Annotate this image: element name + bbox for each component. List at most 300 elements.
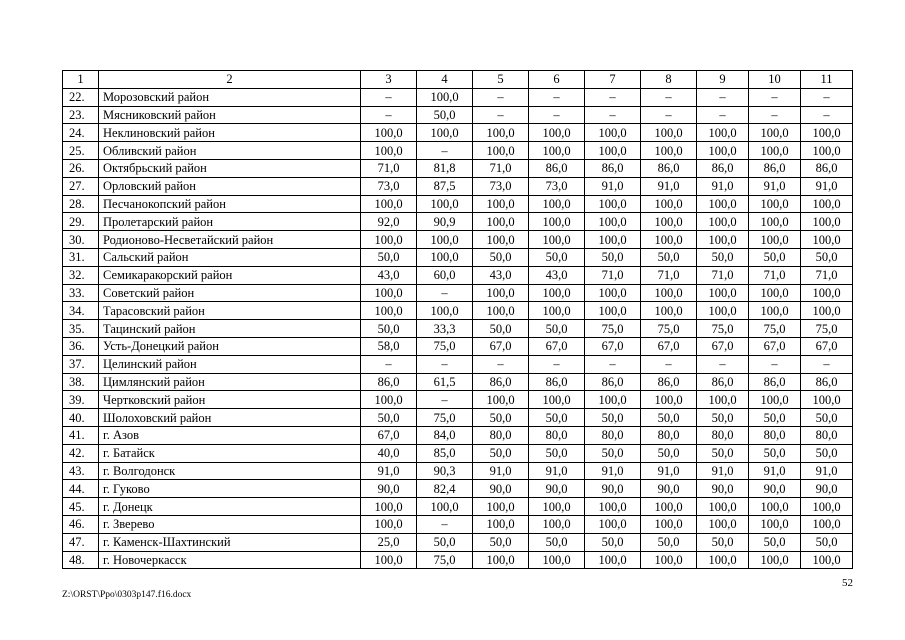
value-cell: 67,0 bbox=[585, 337, 641, 355]
value-cell: 90,3 bbox=[417, 462, 473, 480]
value-cell: 71,0 bbox=[749, 266, 801, 284]
value-cell: 80,0 bbox=[585, 426, 641, 444]
value-cell: 86,0 bbox=[697, 159, 749, 177]
value-cell: 67,0 bbox=[801, 337, 853, 355]
district-name-cell: Морозовский район bbox=[99, 88, 361, 106]
value-cell: 86,0 bbox=[641, 159, 697, 177]
value-cell: 100,0 bbox=[641, 551, 697, 569]
row-number-cell: 48. bbox=[63, 551, 99, 569]
district-name-cell: Шолоховский район bbox=[99, 409, 361, 427]
value-cell: 50,0 bbox=[361, 320, 417, 338]
district-name-cell: Сальский район bbox=[99, 248, 361, 266]
table-row bbox=[63, 231, 853, 249]
value-cell: 50,0 bbox=[801, 409, 853, 427]
table-row bbox=[63, 142, 853, 160]
value-cell: 50,0 bbox=[361, 248, 417, 266]
district-name-cell: г. Гуково bbox=[99, 480, 361, 498]
value-cell: 90,0 bbox=[697, 480, 749, 498]
value-cell: 100,0 bbox=[585, 213, 641, 231]
value-cell: 100,0 bbox=[361, 551, 417, 569]
district-name-cell: Советский район bbox=[99, 284, 361, 302]
value-cell: – bbox=[529, 355, 585, 373]
value-cell: 43,0 bbox=[361, 266, 417, 284]
district-name-cell: Родионово-Несветайский район bbox=[99, 231, 361, 249]
value-cell: 82,4 bbox=[417, 480, 473, 498]
value-cell: 100,0 bbox=[697, 142, 749, 160]
value-cell: 91,0 bbox=[641, 177, 697, 195]
value-cell: – bbox=[473, 355, 529, 373]
table-row bbox=[63, 320, 853, 338]
table-row bbox=[63, 498, 853, 516]
value-cell: 50,0 bbox=[585, 444, 641, 462]
table-row bbox=[63, 480, 853, 498]
row-number-cell: 41. bbox=[63, 426, 99, 444]
column-header: 7 bbox=[585, 71, 641, 89]
value-cell: 100,0 bbox=[585, 498, 641, 516]
value-cell: 100,0 bbox=[417, 248, 473, 266]
value-cell: 50,0 bbox=[473, 444, 529, 462]
row-number-cell: 40. bbox=[63, 409, 99, 427]
table-row bbox=[63, 284, 853, 302]
value-cell: 80,0 bbox=[529, 426, 585, 444]
district-name-cell: г. Батайск bbox=[99, 444, 361, 462]
value-cell: 50,0 bbox=[585, 248, 641, 266]
value-cell: 91,0 bbox=[801, 177, 853, 195]
table-row bbox=[63, 266, 853, 284]
value-cell: 80,0 bbox=[473, 426, 529, 444]
value-cell: 100,0 bbox=[417, 231, 473, 249]
value-cell: – bbox=[417, 284, 473, 302]
value-cell: 100,0 bbox=[749, 124, 801, 142]
value-cell: 86,0 bbox=[529, 373, 585, 391]
table-row bbox=[63, 124, 853, 142]
value-cell: 100,0 bbox=[361, 515, 417, 533]
value-cell: 75,0 bbox=[417, 409, 473, 427]
value-cell: 100,0 bbox=[801, 391, 853, 409]
table-row bbox=[63, 355, 853, 373]
value-cell: – bbox=[749, 355, 801, 373]
row-number-cell: 32. bbox=[63, 266, 99, 284]
value-cell: 50,0 bbox=[697, 533, 749, 551]
table-row bbox=[63, 302, 853, 320]
row-number-cell: 28. bbox=[63, 195, 99, 213]
value-cell: 100,0 bbox=[697, 124, 749, 142]
district-name-cell: г. Каменск-Шахтинский bbox=[99, 533, 361, 551]
value-cell: – bbox=[585, 88, 641, 106]
value-cell: 86,0 bbox=[749, 159, 801, 177]
value-cell: 50,0 bbox=[749, 444, 801, 462]
row-number-cell: 43. bbox=[63, 462, 99, 480]
value-cell: 75,0 bbox=[585, 320, 641, 338]
column-header: 1 bbox=[63, 71, 99, 89]
value-cell: 100,0 bbox=[361, 284, 417, 302]
district-name-cell: Тацинский район bbox=[99, 320, 361, 338]
column-header: 6 bbox=[529, 71, 585, 89]
value-cell: 100,0 bbox=[473, 213, 529, 231]
value-cell: 90,0 bbox=[641, 480, 697, 498]
value-cell: 80,0 bbox=[801, 426, 853, 444]
table-row bbox=[63, 533, 853, 551]
value-cell: 67,0 bbox=[361, 426, 417, 444]
row-number-cell: 35. bbox=[63, 320, 99, 338]
value-cell: – bbox=[361, 106, 417, 124]
district-name-cell: Октябрьский район bbox=[99, 159, 361, 177]
value-cell: 90,0 bbox=[529, 480, 585, 498]
value-cell: 100,0 bbox=[585, 231, 641, 249]
value-cell: – bbox=[697, 88, 749, 106]
value-cell: 86,0 bbox=[801, 373, 853, 391]
table-row bbox=[63, 88, 853, 106]
value-cell: 80,0 bbox=[697, 426, 749, 444]
value-cell: 100,0 bbox=[417, 302, 473, 320]
value-cell: 50,0 bbox=[641, 533, 697, 551]
value-cell: 86,0 bbox=[585, 373, 641, 391]
value-cell: 90,0 bbox=[801, 480, 853, 498]
value-cell: – bbox=[361, 88, 417, 106]
value-cell: 91,0 bbox=[697, 462, 749, 480]
value-cell: 91,0 bbox=[749, 462, 801, 480]
table-row bbox=[63, 106, 853, 124]
value-cell: 75,0 bbox=[417, 337, 473, 355]
value-cell: 100,0 bbox=[801, 284, 853, 302]
value-cell: 100,0 bbox=[361, 302, 417, 320]
value-cell: 50,0 bbox=[585, 533, 641, 551]
row-number-cell: 33. bbox=[63, 284, 99, 302]
value-cell: 100,0 bbox=[697, 391, 749, 409]
value-cell: 67,0 bbox=[749, 337, 801, 355]
value-cell: 100,0 bbox=[641, 302, 697, 320]
value-cell: 67,0 bbox=[641, 337, 697, 355]
value-cell: – bbox=[749, 88, 801, 106]
value-cell: 100,0 bbox=[697, 195, 749, 213]
value-cell: 75,0 bbox=[417, 551, 473, 569]
header-row bbox=[63, 71, 853, 89]
value-cell: – bbox=[417, 142, 473, 160]
table-row bbox=[63, 177, 853, 195]
column-header: 2 bbox=[99, 71, 361, 89]
value-cell: 50,0 bbox=[697, 409, 749, 427]
column-header: 5 bbox=[473, 71, 529, 89]
value-cell: 100,0 bbox=[641, 515, 697, 533]
table-row bbox=[63, 409, 853, 427]
value-cell: 50,0 bbox=[801, 444, 853, 462]
row-number-cell: 45. bbox=[63, 498, 99, 516]
table-row bbox=[63, 462, 853, 480]
district-name-cell: Усть-Донецкий район bbox=[99, 337, 361, 355]
value-cell: 50,0 bbox=[585, 409, 641, 427]
value-cell: 100,0 bbox=[473, 391, 529, 409]
value-cell: 100,0 bbox=[801, 213, 853, 231]
table-row bbox=[63, 195, 853, 213]
value-cell: 100,0 bbox=[697, 551, 749, 569]
value-cell: 25,0 bbox=[361, 533, 417, 551]
row-number-cell: 25. bbox=[63, 142, 99, 160]
district-name-cell: Цимлянский район bbox=[99, 373, 361, 391]
value-cell: 40,0 bbox=[361, 444, 417, 462]
value-cell: – bbox=[417, 355, 473, 373]
value-cell: 50,0 bbox=[641, 409, 697, 427]
value-cell: 100,0 bbox=[749, 231, 801, 249]
value-cell: 100,0 bbox=[749, 284, 801, 302]
value-cell: 100,0 bbox=[641, 142, 697, 160]
value-cell: – bbox=[585, 106, 641, 124]
value-cell: 100,0 bbox=[473, 284, 529, 302]
column-header: 3 bbox=[361, 71, 417, 89]
row-number-cell: 30. bbox=[63, 231, 99, 249]
row-number-cell: 38. bbox=[63, 373, 99, 391]
value-cell: – bbox=[529, 106, 585, 124]
value-cell: 100,0 bbox=[801, 302, 853, 320]
row-number-cell: 42. bbox=[63, 444, 99, 462]
value-cell: – bbox=[749, 106, 801, 124]
district-name-cell: Песчанокопский район bbox=[99, 195, 361, 213]
value-cell: 91,0 bbox=[749, 177, 801, 195]
district-name-cell: г. Донецк bbox=[99, 498, 361, 516]
value-cell: 100,0 bbox=[473, 515, 529, 533]
value-cell: 100,0 bbox=[473, 302, 529, 320]
value-cell: 100,0 bbox=[801, 551, 853, 569]
value-cell: 50,0 bbox=[801, 533, 853, 551]
value-cell: – bbox=[801, 355, 853, 373]
file-path: Z:\ORST\Ppo\0303p147.f16.docx bbox=[62, 590, 192, 600]
value-cell: 50,0 bbox=[697, 248, 749, 266]
value-cell: – bbox=[641, 88, 697, 106]
value-cell: 100,0 bbox=[361, 142, 417, 160]
value-cell: 71,0 bbox=[697, 266, 749, 284]
value-cell: 75,0 bbox=[697, 320, 749, 338]
value-cell: 100,0 bbox=[641, 391, 697, 409]
district-name-cell: г. Новочеркасск bbox=[99, 551, 361, 569]
value-cell: 50,0 bbox=[473, 320, 529, 338]
value-cell: 91,0 bbox=[361, 462, 417, 480]
row-number-cell: 47. bbox=[63, 533, 99, 551]
value-cell: 100,0 bbox=[585, 124, 641, 142]
value-cell: 86,0 bbox=[473, 373, 529, 391]
value-cell: – bbox=[641, 355, 697, 373]
row-number-cell: 46. bbox=[63, 515, 99, 533]
value-cell: 75,0 bbox=[801, 320, 853, 338]
row-number-cell: 39. bbox=[63, 391, 99, 409]
value-cell: 100,0 bbox=[473, 142, 529, 160]
value-cell: 100,0 bbox=[361, 195, 417, 213]
table-row bbox=[63, 391, 853, 409]
value-cell: 100,0 bbox=[585, 515, 641, 533]
value-cell: 81,8 bbox=[417, 159, 473, 177]
value-cell: 85,0 bbox=[417, 444, 473, 462]
value-cell: 100,0 bbox=[361, 231, 417, 249]
value-cell: 75,0 bbox=[641, 320, 697, 338]
value-cell: 100,0 bbox=[529, 515, 585, 533]
value-cell: 100,0 bbox=[529, 284, 585, 302]
value-cell: 100,0 bbox=[473, 195, 529, 213]
row-number-cell: 37. bbox=[63, 355, 99, 373]
district-name-cell: Целинский район bbox=[99, 355, 361, 373]
value-cell: 91,0 bbox=[641, 462, 697, 480]
value-cell: 84,0 bbox=[417, 426, 473, 444]
value-cell: 90,9 bbox=[417, 213, 473, 231]
value-cell: 100,0 bbox=[585, 195, 641, 213]
value-cell: 71,0 bbox=[641, 266, 697, 284]
value-cell: 100,0 bbox=[529, 391, 585, 409]
value-cell: 71,0 bbox=[361, 159, 417, 177]
value-cell: 100,0 bbox=[697, 284, 749, 302]
value-cell: 100,0 bbox=[641, 498, 697, 516]
value-cell: 73,0 bbox=[473, 177, 529, 195]
page-number: 52 bbox=[842, 577, 853, 589]
value-cell: 60,0 bbox=[417, 266, 473, 284]
value-cell: 90,0 bbox=[749, 480, 801, 498]
row-number-cell: 26. bbox=[63, 159, 99, 177]
value-cell: 50,0 bbox=[697, 444, 749, 462]
value-cell: 100,0 bbox=[749, 142, 801, 160]
value-cell: 50,0 bbox=[417, 533, 473, 551]
district-name-cell: г. Зверево bbox=[99, 515, 361, 533]
value-cell: 50,0 bbox=[473, 248, 529, 266]
district-name-cell: Обливский район bbox=[99, 142, 361, 160]
value-cell: 100,0 bbox=[585, 391, 641, 409]
column-header: 8 bbox=[641, 71, 697, 89]
value-cell: 100,0 bbox=[529, 302, 585, 320]
district-name-cell: Неклиновский район bbox=[99, 124, 361, 142]
value-cell: 86,0 bbox=[641, 373, 697, 391]
value-cell: 100,0 bbox=[697, 231, 749, 249]
value-cell: 100,0 bbox=[801, 142, 853, 160]
table-row bbox=[63, 551, 853, 569]
value-cell: 50,0 bbox=[529, 320, 585, 338]
value-cell: 80,0 bbox=[749, 426, 801, 444]
value-cell: 100,0 bbox=[361, 124, 417, 142]
value-cell: 50,0 bbox=[529, 409, 585, 427]
value-cell: 50,0 bbox=[749, 409, 801, 427]
value-cell: 50,0 bbox=[749, 533, 801, 551]
value-cell: 100,0 bbox=[697, 302, 749, 320]
value-cell: 100,0 bbox=[585, 302, 641, 320]
value-cell: 100,0 bbox=[417, 88, 473, 106]
value-cell: 43,0 bbox=[473, 266, 529, 284]
value-cell: 100,0 bbox=[641, 195, 697, 213]
column-header: 4 bbox=[417, 71, 473, 89]
value-cell: 33,3 bbox=[417, 320, 473, 338]
row-number-cell: 34. bbox=[63, 302, 99, 320]
value-cell: 73,0 bbox=[529, 177, 585, 195]
value-cell: 100,0 bbox=[641, 284, 697, 302]
district-name-cell: г. Азов bbox=[99, 426, 361, 444]
value-cell: – bbox=[417, 391, 473, 409]
table-row bbox=[63, 213, 853, 231]
value-cell: 100,0 bbox=[641, 231, 697, 249]
value-cell: 100,0 bbox=[417, 124, 473, 142]
value-cell: 100,0 bbox=[749, 551, 801, 569]
value-cell: 100,0 bbox=[473, 498, 529, 516]
value-cell: 100,0 bbox=[801, 124, 853, 142]
value-cell: 50,0 bbox=[473, 533, 529, 551]
district-name-cell: Мясниковский район bbox=[99, 106, 361, 124]
value-cell: 100,0 bbox=[529, 231, 585, 249]
value-cell: 50,0 bbox=[473, 409, 529, 427]
value-cell: 100,0 bbox=[641, 124, 697, 142]
table-row bbox=[63, 337, 853, 355]
value-cell: 86,0 bbox=[585, 159, 641, 177]
value-cell: 87,5 bbox=[417, 177, 473, 195]
value-cell: 67,0 bbox=[529, 337, 585, 355]
value-cell: 50,0 bbox=[417, 106, 473, 124]
value-cell: – bbox=[697, 355, 749, 373]
value-cell: 86,0 bbox=[529, 159, 585, 177]
value-cell: 100,0 bbox=[697, 498, 749, 516]
value-cell: 100,0 bbox=[641, 213, 697, 231]
value-cell: 100,0 bbox=[585, 284, 641, 302]
value-cell: 100,0 bbox=[529, 195, 585, 213]
value-cell: 100,0 bbox=[749, 213, 801, 231]
value-cell: – bbox=[801, 106, 853, 124]
column-header: 11 bbox=[801, 71, 853, 89]
table-row bbox=[63, 159, 853, 177]
value-cell: 100,0 bbox=[801, 195, 853, 213]
value-cell: 91,0 bbox=[585, 177, 641, 195]
value-cell: 71,0 bbox=[473, 159, 529, 177]
value-cell: 100,0 bbox=[361, 391, 417, 409]
value-cell: 43,0 bbox=[529, 266, 585, 284]
value-cell: – bbox=[801, 88, 853, 106]
value-cell: 86,0 bbox=[697, 373, 749, 391]
value-cell: 71,0 bbox=[585, 266, 641, 284]
value-cell: 100,0 bbox=[749, 515, 801, 533]
value-cell: 91,0 bbox=[697, 177, 749, 195]
value-cell: 100,0 bbox=[529, 124, 585, 142]
value-cell: 90,0 bbox=[585, 480, 641, 498]
value-cell: – bbox=[361, 355, 417, 373]
value-cell: 100,0 bbox=[585, 142, 641, 160]
value-cell: 91,0 bbox=[529, 462, 585, 480]
district-name-cell: Орловский район bbox=[99, 177, 361, 195]
row-number-cell: 29. bbox=[63, 213, 99, 231]
value-cell: 100,0 bbox=[801, 515, 853, 533]
value-cell: 71,0 bbox=[801, 266, 853, 284]
value-cell: 50,0 bbox=[641, 248, 697, 266]
value-cell: 50,0 bbox=[529, 444, 585, 462]
value-cell: 58,0 bbox=[361, 337, 417, 355]
value-cell: – bbox=[641, 106, 697, 124]
value-cell: – bbox=[417, 515, 473, 533]
value-cell: 100,0 bbox=[361, 498, 417, 516]
district-name-cell: Пролетарский район bbox=[99, 213, 361, 231]
value-cell: 100,0 bbox=[529, 551, 585, 569]
value-cell: 100,0 bbox=[749, 302, 801, 320]
value-cell: 91,0 bbox=[801, 462, 853, 480]
row-number-cell: 27. bbox=[63, 177, 99, 195]
value-cell: – bbox=[473, 106, 529, 124]
value-cell: 50,0 bbox=[749, 248, 801, 266]
value-cell: 100,0 bbox=[697, 213, 749, 231]
value-cell: – bbox=[585, 355, 641, 373]
value-cell: 100,0 bbox=[529, 213, 585, 231]
value-cell: 50,0 bbox=[529, 533, 585, 551]
table-row bbox=[63, 248, 853, 266]
value-cell: 86,0 bbox=[749, 373, 801, 391]
row-number-cell: 31. bbox=[63, 248, 99, 266]
data-table bbox=[62, 70, 853, 569]
column-header: 9 bbox=[697, 71, 749, 89]
value-cell: 91,0 bbox=[473, 462, 529, 480]
value-cell: 100,0 bbox=[473, 551, 529, 569]
value-cell: 100,0 bbox=[697, 515, 749, 533]
value-cell: 73,0 bbox=[361, 177, 417, 195]
value-cell: 67,0 bbox=[697, 337, 749, 355]
district-name-cell: г. Волгодонск bbox=[99, 462, 361, 480]
district-name-cell: Чертковский район bbox=[99, 391, 361, 409]
district-name-cell: Тарасовский район bbox=[99, 302, 361, 320]
value-cell: 92,0 bbox=[361, 213, 417, 231]
